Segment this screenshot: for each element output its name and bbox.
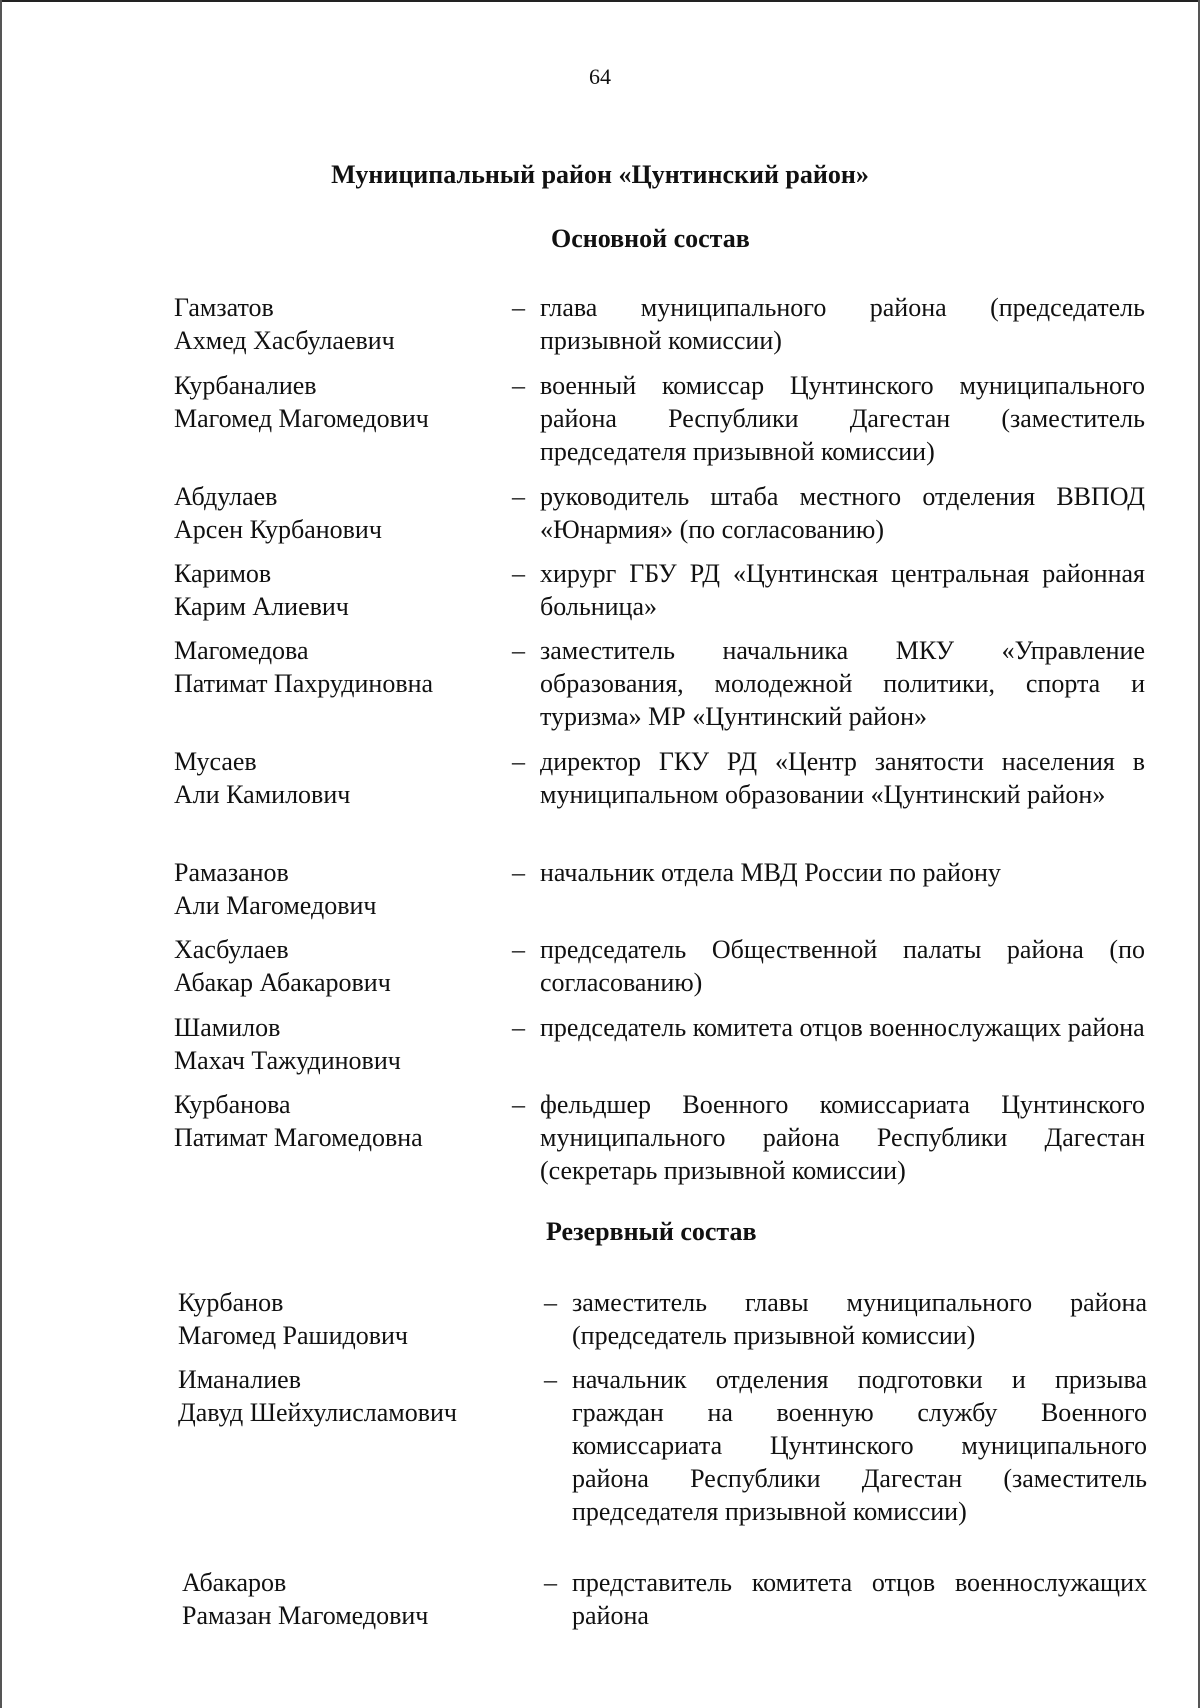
member-role: – глава муниципального района (председатель призывной комиссии) bbox=[540, 291, 1145, 357]
member-role: – председатель Общественной палаты района (по согласованию) bbox=[540, 933, 1145, 999]
scan-border-left bbox=[0, 0, 2, 1708]
member-role: – начальник отделения подготовки и призыва граждан на военную службу Военного комиссариата Цунтинского муниципального района Республики Дагестан (заместитель председателя призывной комиссии) bbox=[572, 1363, 1147, 1528]
member-role: – начальник отдела МВД России по району bbox=[540, 856, 1145, 889]
member-name: Хасбулаев Абакар Абакарович bbox=[174, 935, 391, 997]
member-name: Абдулаев Арсен Курбанович bbox=[174, 482, 382, 544]
member-name: Каримов Карим Алиевич bbox=[174, 559, 349, 621]
member-name: Курбаналиев Магомед Магомедович bbox=[174, 371, 429, 433]
member-name: Мусаев Али Камилович bbox=[174, 747, 351, 809]
member-role: – хирург ГБУ РД «Цунтинская центральная районная больница» bbox=[540, 557, 1145, 623]
member-role: – представитель комитета отцов военнослужащих района bbox=[572, 1566, 1147, 1632]
member-name: Рамазанов Али Магомедович bbox=[174, 858, 377, 920]
member-name: Курбанов Магомед Рашидович bbox=[178, 1288, 408, 1350]
member-role: – заместитель главы муниципального района (председатель призывной комиссии) bbox=[572, 1286, 1147, 1352]
member-role: – председатель комитета отцов военнослужащих района bbox=[540, 1011, 1145, 1044]
member-role: – директор ГКУ РД «Центр занятости населения в муниципальном образовании «Цунтинский район» bbox=[540, 745, 1145, 811]
page-number: 64 bbox=[589, 64, 611, 89]
member-role: – руководитель штаба местного отделения ВВПОД «Юнармия» (по согласованию) bbox=[540, 480, 1145, 546]
member-name: Магомедова Патимат Пахрудиновна bbox=[174, 636, 434, 698]
member-role: – военный комиссар Цунтинского муниципального района Республики Дагестан (заместитель председателя призывной комиссии) bbox=[540, 369, 1145, 468]
member-name: Шамилов Махач Тажудинович bbox=[174, 1013, 401, 1075]
member-role: – заместитель начальника МКУ «Управление образования, молодежной политики, спорта и туризма» МР «Цунтинский район» bbox=[540, 634, 1145, 733]
member-name: Курбанова Патимат Магомедовна bbox=[174, 1090, 423, 1152]
member-name: Абакаров Рамазан Магомедович bbox=[182, 1568, 429, 1630]
scan-border-top bbox=[0, 0, 1200, 2]
member-name: Гамзатов Ахмед Хасбулаевич bbox=[174, 293, 395, 355]
reserve-composition-heading: Резервный состав bbox=[546, 1217, 757, 1246]
member-name: Иманалиев Давуд Шейхулисламович bbox=[178, 1365, 457, 1427]
page-title: Муниципальный район «Цунтинский район» bbox=[331, 160, 869, 189]
member-role: – фельдшер Военного комиссариата Цунтинского муниципального района Республики Дагестан (секретарь призывной комиссии) bbox=[540, 1088, 1145, 1187]
main-composition-heading: Основной состав bbox=[551, 224, 750, 253]
